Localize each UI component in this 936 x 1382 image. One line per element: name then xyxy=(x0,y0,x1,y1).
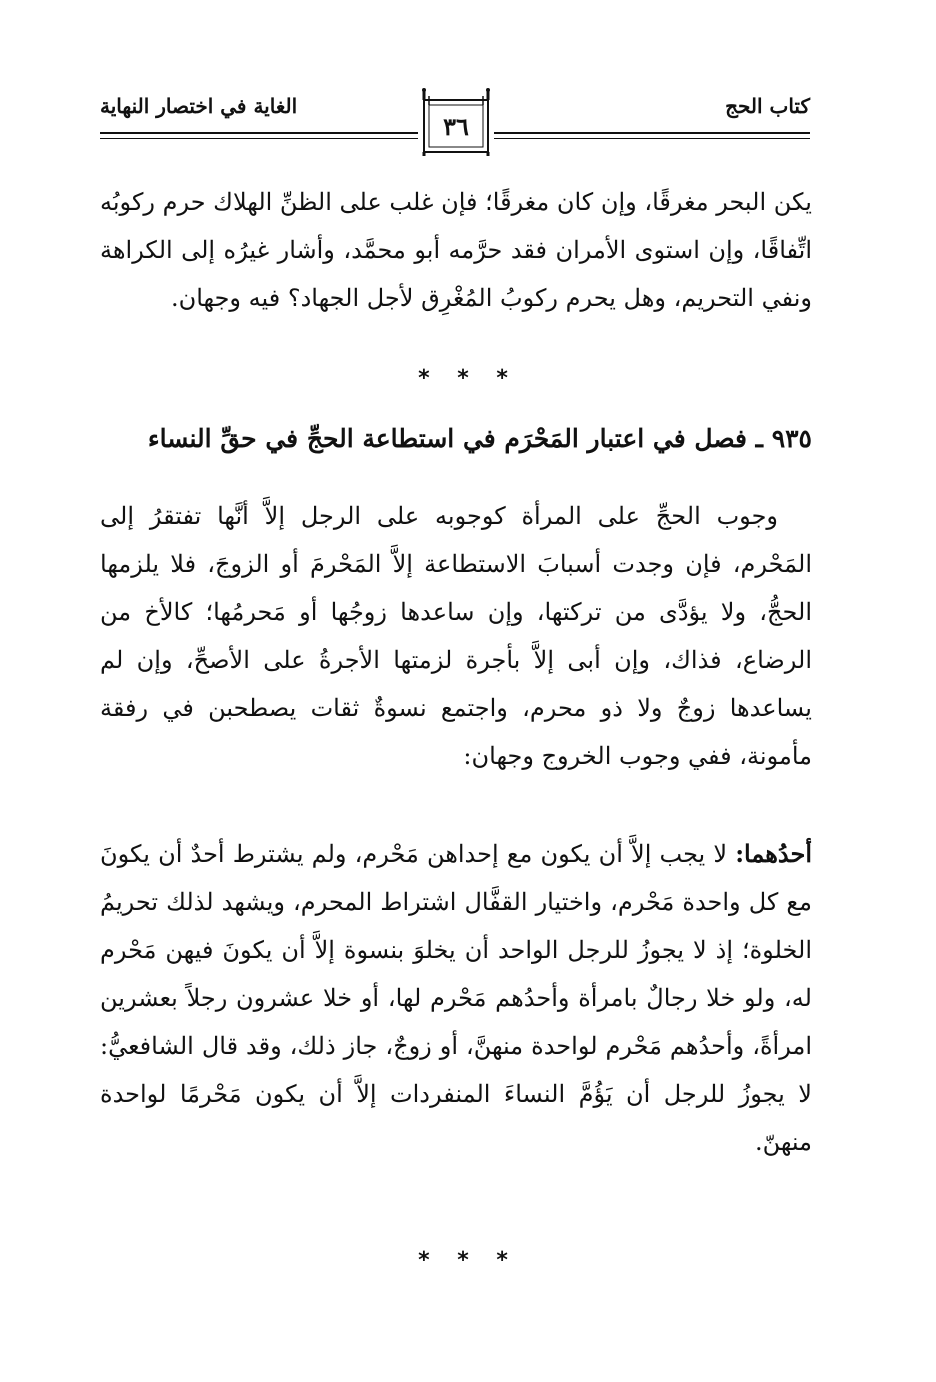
running-header xyxy=(100,82,810,162)
paragraph-hajj-women-text: وجوب الحجِّ على المرأة كوجوبه على الرجل إلاَّ أنَّها تفتقرُ إلى المَحْرم، فإن وجدت أسبابَ الاستطاعة إلاَّ المَحْرمَ أو الزوجَ، فلا يلزمها الحجُّ، ولا يؤدَّى من تركتها، وإن ساعدها زوجُها أو مَحرمُها؛ كالأخ من الرضاع، فذاك، وإن أبى إلاَّ بأجرة لزمتها الأجرةُ على الأصحِّ، وإن لم يساعدها زوجٌ ولا ذو محرم، واجتمع نسوةٌ ثقات يصطحبن في رفقة مأمونة، ففي وجوب الخروج وجهان: xyxy=(100,502,812,770)
paragraph-first-view xyxy=(100,830,812,1166)
page-number-frame xyxy=(418,88,494,158)
section-separator: * * * xyxy=(418,366,518,391)
page-number: ٣٦ xyxy=(443,112,469,141)
running-header-book-title: كتاب الحج xyxy=(725,94,810,118)
section-separator-end: * * * xyxy=(418,1248,518,1273)
paragraph-first-view-text: لا يجب إلاَّ أن يكون مع إحداهن مَحْرم، ولم يشترط أحدٌ أن يكونَ مع كل واحدة مَحْرم، واختيار القفَّال اشتراط المحرم، ويشهد لذلك تحريمُ الخلوة؛ إذ لا يجوزُ للرجل الواحد أن يخلوَ بنسوة إلاَّ أن يكونَ فيهن مَحْرم له، ولو خلا رجالٌ بامرأة وأحدُهم مَحْرم لها، أو خلا عشرون رجلاً بعشرين امرأةً، وأحدُهم مَحْرم لواحدة منهنَّ، أو زوجٌ، جاز ذلك، وقد قال الشافعيُّ: لا يجوزُ للرجل أن يَؤُمَّ النساءَ المنفردات إلاَّ أن يكون مَحْرمًا لواحدة منهنّ. xyxy=(100,840,812,1156)
paragraph-lead-word: أحدُهما: xyxy=(735,839,812,868)
paragraph-hajj-women xyxy=(100,492,812,780)
running-header-work-title: الغاية في اختصار النهاية xyxy=(100,94,298,118)
section-heading: ٩٣٥ ـ فصل في اعتبار المَحْرَم في استطاعة الحجِّ في حقِّ النساء xyxy=(147,424,812,453)
paragraph-continuation: يكن البحر مغرقًا، وإن كان مغرقًا؛ فإن غلب على الظنِّ الهلاك حرم ركوبُه اتِّفاقًا، وإن استوى الأمران فقد حرَّمه أبو محمَّد، وأشار غيرُه إلى الكراهة ونفي التحريم، وهل يحرم ركوبُ المُغْرِق لأجل الجهاد؟ فيه وجهان. xyxy=(100,188,812,312)
